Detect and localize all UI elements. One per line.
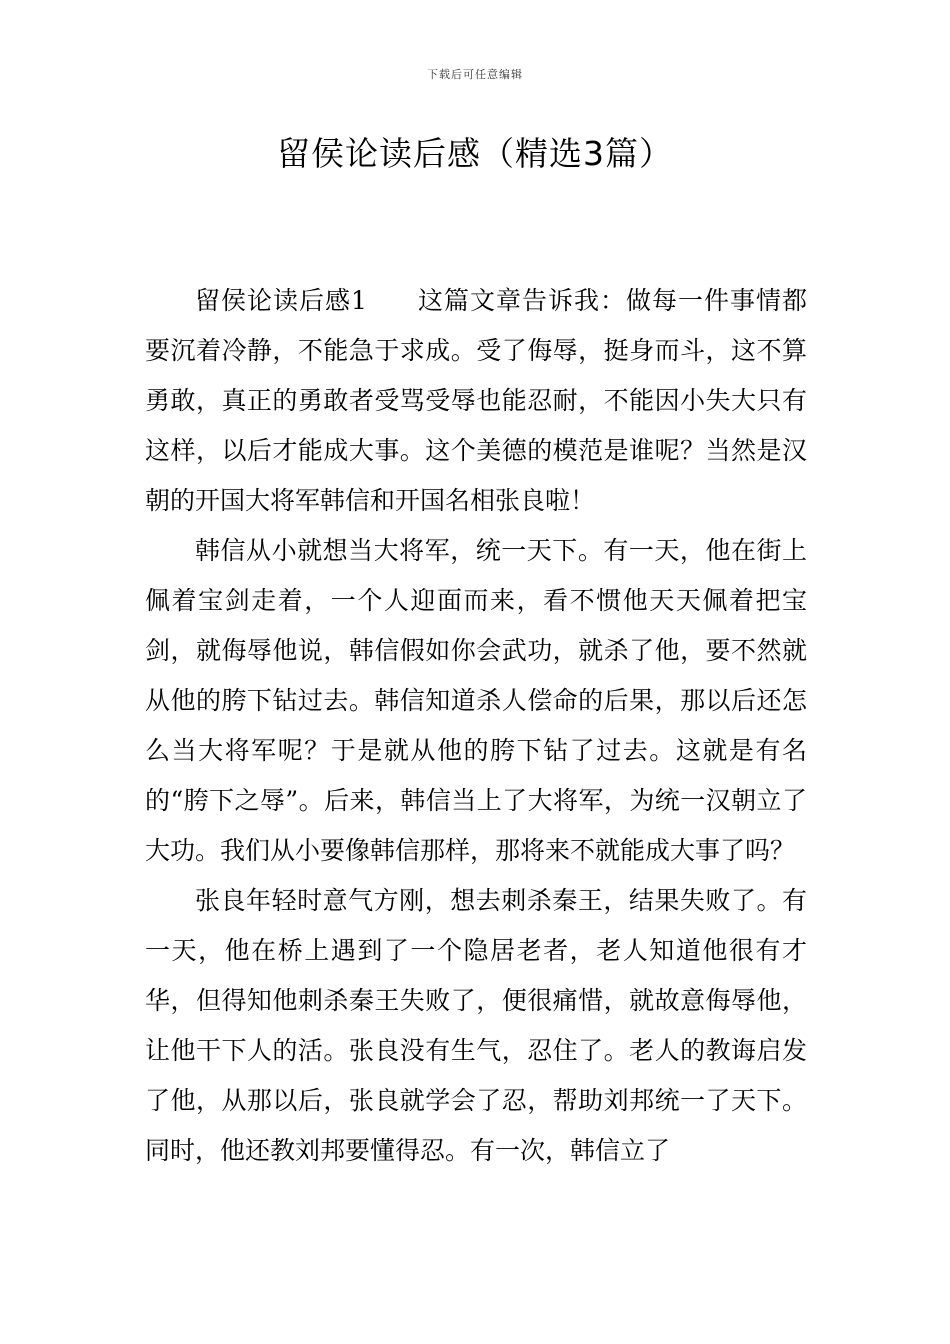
paragraph-1-text: 这篇文章告诉我：做每一件事情都要沉着冷静，不能急于求成。受了侮辱，挺身而斗，这不算勇敢，真正的勇敢者受骂受辱也能忍耐，不能因小失大只有这样，以后才能成大事。这个美德的模范是谁呢？当然是汉朝的开国大将军韩信和开国名相张良啦！: [145, 286, 807, 515]
header-note: 下载后可任意编辑: [427, 68, 523, 81]
document-body: [145, 276, 807, 1176]
paragraph-1: [145, 276, 807, 526]
section-heading: 留侯论读后感1: [195, 286, 367, 315]
paragraph-2: 韩信从小就想当大将军，统一天下。有一天，他在街上佩着宝剑走着，一个人迎面而来，看不惯他天天佩着把宝剑，就侮辱他说，韩信假如你会武功，就杀了他，要不然就从他的胯下钻过去。韩信知道杀人偿命的后果，那以后还怎么当大将军呢？于是就从他的胯下钻了过去。这就是有名的“胯下之辱”。后来，韩信当上了大将军，为统一汉朝立了大功。我们从小要像韩信那样，那将来不就能成大事了吗？: [145, 536, 807, 865]
document-title: 留侯论读后感（精选3篇）: [277, 134, 673, 173]
paragraph-3: 张良年轻时意气方刚，想去刺杀秦王，结果失败了。有一天，他在桥上遇到了一个隐居老者，老人知道他很有才华，但得知他刺杀秦王失败了，便很痛惜，就故意侮辱他，让他干下人的活。张良没有生气，忍住了。老人的教诲启发了他，从那以后，张良就学会了忍，帮助刘邦统一了天下。同时，他还教刘邦要懂得忍。有一次，韩信立了: [145, 886, 807, 1165]
